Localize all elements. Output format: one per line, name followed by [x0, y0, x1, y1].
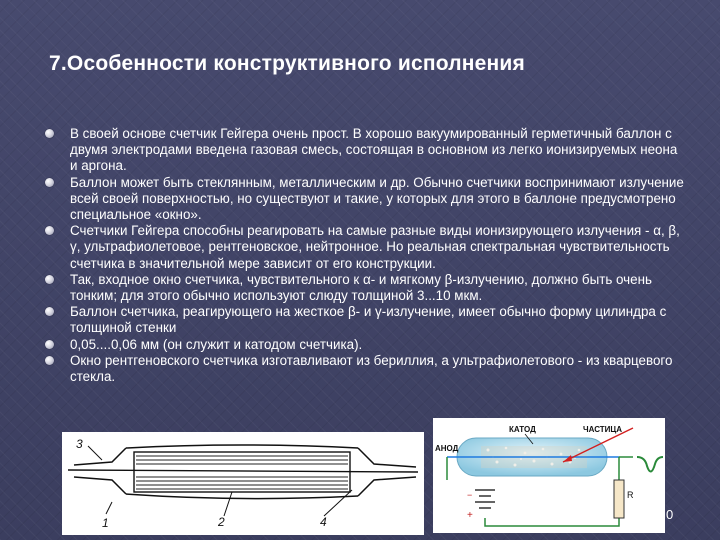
- bullet-list: [44, 126, 684, 385]
- anode-label: АНОД: [435, 444, 459, 453]
- bullet-dot-icon: [45, 356, 54, 365]
- bullet-item: [44, 304, 684, 336]
- bullet-dot-icon: [45, 226, 54, 235]
- bullet-text: Счетчики Гейгера способны реагировать на самые разные виды ионизирующего излучения - α, β, γ, ультрафиолетовое, рентгеновское, нейтронное. Но реальная спектральная чувствительность счетчика в значительной мере зависит от его конструкции.: [70, 223, 680, 271]
- bullet-text: 0,05....0,06 мм (он служит и катодом счетчика).: [70, 336, 363, 352]
- resistor-label: R: [627, 490, 634, 500]
- resistor-symbol: [614, 480, 624, 518]
- bullet-item: [44, 175, 684, 224]
- particle-label: ЧАСТИЦА: [583, 425, 623, 434]
- bullet-dot-icon: [45, 129, 54, 138]
- bullet-item: [44, 126, 684, 175]
- battery-minus-label: −: [467, 490, 473, 500]
- bullet-text: Баллон может быть стеклянным, металлическим и др. Обычно счетчики воспринимают излучение всей своей поверхностью, но существуют и такие, у которых для этого в баллоне предусмотрено специальное «окно».: [70, 174, 684, 223]
- cathode-label: КАТОД: [509, 425, 536, 434]
- callout-label: 4: [320, 515, 327, 529]
- bullet-item: [44, 353, 684, 385]
- anode-wire: [68, 470, 418, 472]
- callout-label: 1: [102, 516, 109, 530]
- bullet-dot-icon: [45, 340, 54, 349]
- bullet-dot-icon: [45, 275, 54, 284]
- output-pulse: [637, 457, 663, 472]
- cathode-hatching: [136, 456, 348, 489]
- geiger-tube-drawing: [62, 432, 424, 535]
- bullet-item: [44, 337, 684, 353]
- battery-plus-label: +: [467, 510, 473, 521]
- bullet-item: [44, 272, 684, 304]
- callout-label: 2: [218, 515, 225, 529]
- battery-symbol: [475, 490, 495, 508]
- bullet-text: Окно рентгеновского счетчика изготавливают из бериллия, а ультрафиолетового - из кварцевого стекла.: [70, 352, 673, 385]
- bullet-text: Так, входное окно счетчика, чувствительного к α- и мягкому β-излучению, должно быть очень тонким; для этого обычно используют слюду толщиной 3...10 мкм.: [70, 271, 652, 304]
- geiger-circuit-diagram: [433, 418, 665, 533]
- callout-label: 3: [76, 437, 83, 451]
- bullet-text: В своей основе счетчик Гейгера очень прост. В хорошо вакуумированный герметичный баллон с двумя электродами введена газовая смесь, состоящая в основном из легко ионизируемых неона и аргона.: [70, 126, 678, 174]
- geiger-tube-svg: [62, 432, 424, 535]
- tube-left-neck: [74, 448, 126, 494]
- bullet-item: [44, 223, 684, 272]
- bullet-dot-icon: [45, 307, 54, 316]
- circuit-svg: [433, 418, 665, 533]
- bullet-dot-icon: [45, 178, 54, 187]
- slide-title: 7.Особенности конструктивного исполнения: [49, 52, 525, 75]
- page-number: 0: [666, 507, 674, 522]
- bullet-text: Баллон счетчика, реагирующего на жесткое β- и γ-излучение, имеет обычно форму цилиндра с толщиной стенки: [70, 304, 667, 336]
